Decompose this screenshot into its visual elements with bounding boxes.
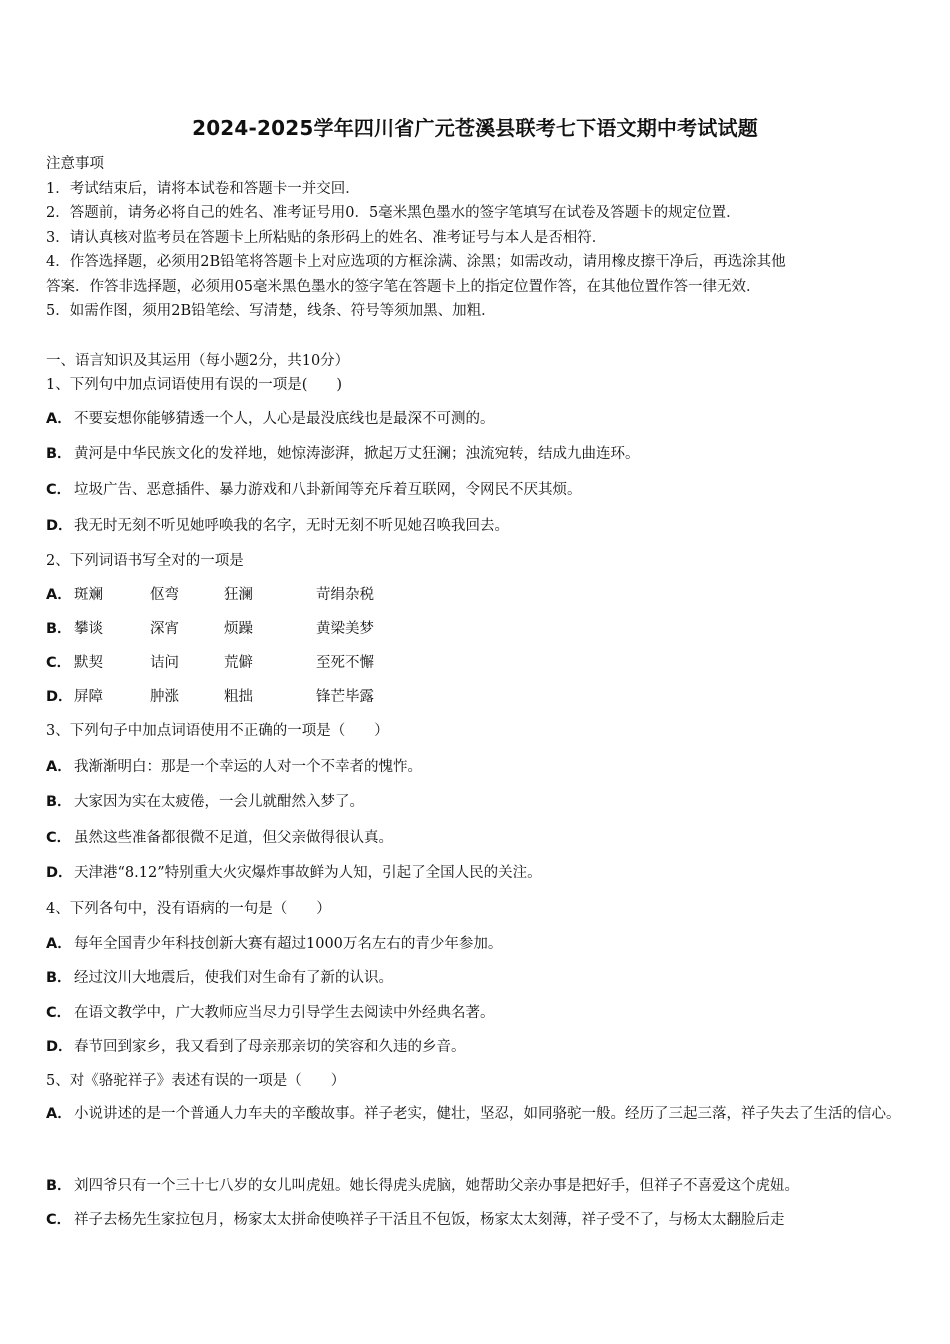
- option-text: 天津港“8.12”特别重大火灾爆炸事故鲜为人知，引起了全国人民的关注。: [74, 865, 542, 881]
- option-letter: B．: [46, 1178, 72, 1194]
- option-text: 经过汶川大地震后，使我们对生命有了新的认识。: [74, 970, 393, 986]
- option-letter: A．: [46, 411, 72, 427]
- question-4-stem: 4、下列各句中，没有语病的一句是（ ）: [46, 901, 331, 917]
- option-letter: A．: [46, 936, 72, 952]
- option-letter: D．: [46, 518, 73, 534]
- option-word: 狂澜: [224, 587, 253, 603]
- notice-item: 3．请认真核对监考员在答题卡上所粘贴的条形码上的姓名、准考证号与本人是否相符．: [46, 229, 607, 246]
- option-text: 虽然这些准备都很微不足道，但父亲做得很认真。: [74, 830, 393, 846]
- option-word: 诘问: [150, 655, 179, 671]
- notice-heading: 注意事项: [46, 156, 104, 172]
- q4-option-b: [46, 967, 393, 989]
- q4-option-d: [46, 1036, 466, 1058]
- option-text: 每年全国青少年科技创新大赛有超过1000万名左右的青少年参加。: [74, 936, 503, 952]
- option-letter: A．: [46, 1106, 72, 1122]
- notice-block: [46, 152, 906, 324]
- notice-item: 2．答题前，请务必将自己的姓名、准考证号用0．5毫米黑色墨水的签字笔填写在试卷及答题卡的规定位置．: [46, 205, 741, 221]
- section-heading: 一、语言知识及其运用（每小题2分，共10分）: [46, 353, 350, 369]
- q2-option-a: [46, 584, 436, 606]
- option-text: 我渐渐明白：那是一个幸运的人对一个不幸者的愧怍。: [74, 759, 422, 775]
- option-letter: D．: [46, 1039, 73, 1055]
- option-letter: C．: [46, 830, 72, 846]
- option-word: 烦躁: [224, 621, 253, 637]
- q5-option-b: [46, 1175, 799, 1197]
- option-word: 黄梁美梦: [316, 621, 374, 637]
- notice-item: 4．作答选择题，必须用2B铅笔将答题卡上对应选项的方框涂满、涂黑；如需改动，请用橡皮擦干净后，再选涂其他: [46, 254, 786, 270]
- option-word: 苛绢杂税: [316, 587, 374, 603]
- option-word: 伛弯: [150, 587, 179, 603]
- q4-option-a: [46, 933, 502, 955]
- page-title: 2024-2025学年四川省广元苍溪县联考七下语文期中考试试题: [192, 116, 758, 140]
- option-word: 荒僻: [224, 655, 253, 671]
- option-letter: B．: [46, 621, 72, 637]
- q3-option-c: [46, 827, 393, 849]
- option-word: 至死不懈: [316, 655, 374, 671]
- question-1-stem: 1、下列句中加点词语使用有误的一项是( ): [46, 377, 343, 393]
- option-word: 默契: [74, 655, 103, 671]
- q2-option-d: [46, 686, 436, 708]
- option-text: 大家因为实在太疲倦，一会儿就酣然入梦了。: [74, 794, 364, 810]
- q4-option-c: [46, 1002, 495, 1024]
- notice-item: 答案．作答非选择题，必须用05毫米黑色墨水的签字笔在答题卡上的指定位置作答，在其他位置作答一律无效．: [46, 278, 761, 295]
- q5-option-c: [46, 1209, 785, 1231]
- q2-option-b: [46, 618, 436, 640]
- option-letter: B．: [46, 970, 72, 986]
- option-letter: C．: [46, 1005, 72, 1021]
- option-letter: C．: [46, 482, 72, 498]
- option-word: 锋芒毕露: [316, 689, 374, 705]
- question-3-stem: 3、下列句子中加点词语使用不正确的一项是（ ）: [46, 723, 389, 739]
- option-word: 粗拙: [224, 689, 253, 705]
- option-text: 黄河是中华民族文化的发祥地，她惊涛澎湃，掀起万丈狂澜；浊流宛转，结成九曲连环。: [74, 446, 640, 462]
- q1-option-c: [46, 479, 582, 501]
- question-2-stem: 2、下列词语书写全对的一项是: [46, 553, 244, 569]
- option-letter: D．: [46, 689, 73, 705]
- option-letter: A．: [46, 587, 72, 603]
- option-text: 我无时无刻不听见她呼唤我的名字，无时无刻不听见她召唤我回去。: [74, 518, 509, 534]
- option-letter: B．: [46, 446, 72, 462]
- option-word: 肿涨: [150, 689, 179, 705]
- option-letter: C．: [46, 1212, 72, 1228]
- q5-option-a: [46, 1095, 908, 1133]
- notice-item: 5．如需作图，须用2B铅笔绘、写清楚，线条、符号等须加黑、加粗．: [46, 303, 496, 319]
- option-letter: D．: [46, 865, 73, 881]
- option-text: 不要妄想你能够猜透一个人，人心是最没底线也是最深不可测的。: [74, 411, 495, 427]
- option-text: 小说讲述的是一个普通人力车夫的辛酸故事。祥子老实，健壮，坚忍，如同骆驼一般。经历了三起三落，祥子失去了生活的信心。: [74, 1106, 901, 1122]
- option-word: 屏障: [74, 689, 103, 705]
- q2-option-c: [46, 652, 436, 674]
- q3-option-b: [46, 791, 364, 813]
- q1-option-d: [46, 515, 509, 537]
- notice-item: 1．考试结束后，请将本试卷和答题卡一并交回．: [46, 180, 360, 197]
- q3-option-d: [46, 862, 542, 884]
- option-text: 在语文教学中，广大教师应当尽力引导学生去阅读中外经典名著。: [74, 1005, 495, 1021]
- question-5-stem: 5、对《骆驼祥子》表述有误的一项是（ ）: [46, 1073, 346, 1089]
- option-text: 春节回到家乡，我又看到了母亲那亲切的笑容和久违的乡音。: [74, 1039, 466, 1055]
- q3-option-a: [46, 756, 422, 778]
- option-text: 祥子去杨先生家拉包月，杨家太太拼命使唤祥子干活且不包饭，杨家太太刻薄，祥子受不了，与杨太太翻脸后走: [74, 1212, 785, 1228]
- option-letter: A．: [46, 759, 72, 775]
- option-letter: B．: [46, 794, 72, 810]
- option-word: 深宵: [150, 621, 179, 637]
- option-text: 垃圾广告、恶意插件、暴力游戏和八卦新闻等充斥着互联网，令网民不厌其烦。: [74, 482, 582, 498]
- q1-option-a: [46, 408, 495, 430]
- option-letter: C．: [46, 655, 72, 671]
- option-word: 斑斓: [74, 587, 103, 603]
- option-text: 刘四爷只有一个三十七八岁的女儿叫虎妞。她长得虎头虎脑，她帮助父亲办事是把好手，但祥子不喜爱这个虎妞。: [74, 1178, 799, 1194]
- q1-option-b: [46, 443, 640, 465]
- option-word: 攀谈: [74, 621, 103, 637]
